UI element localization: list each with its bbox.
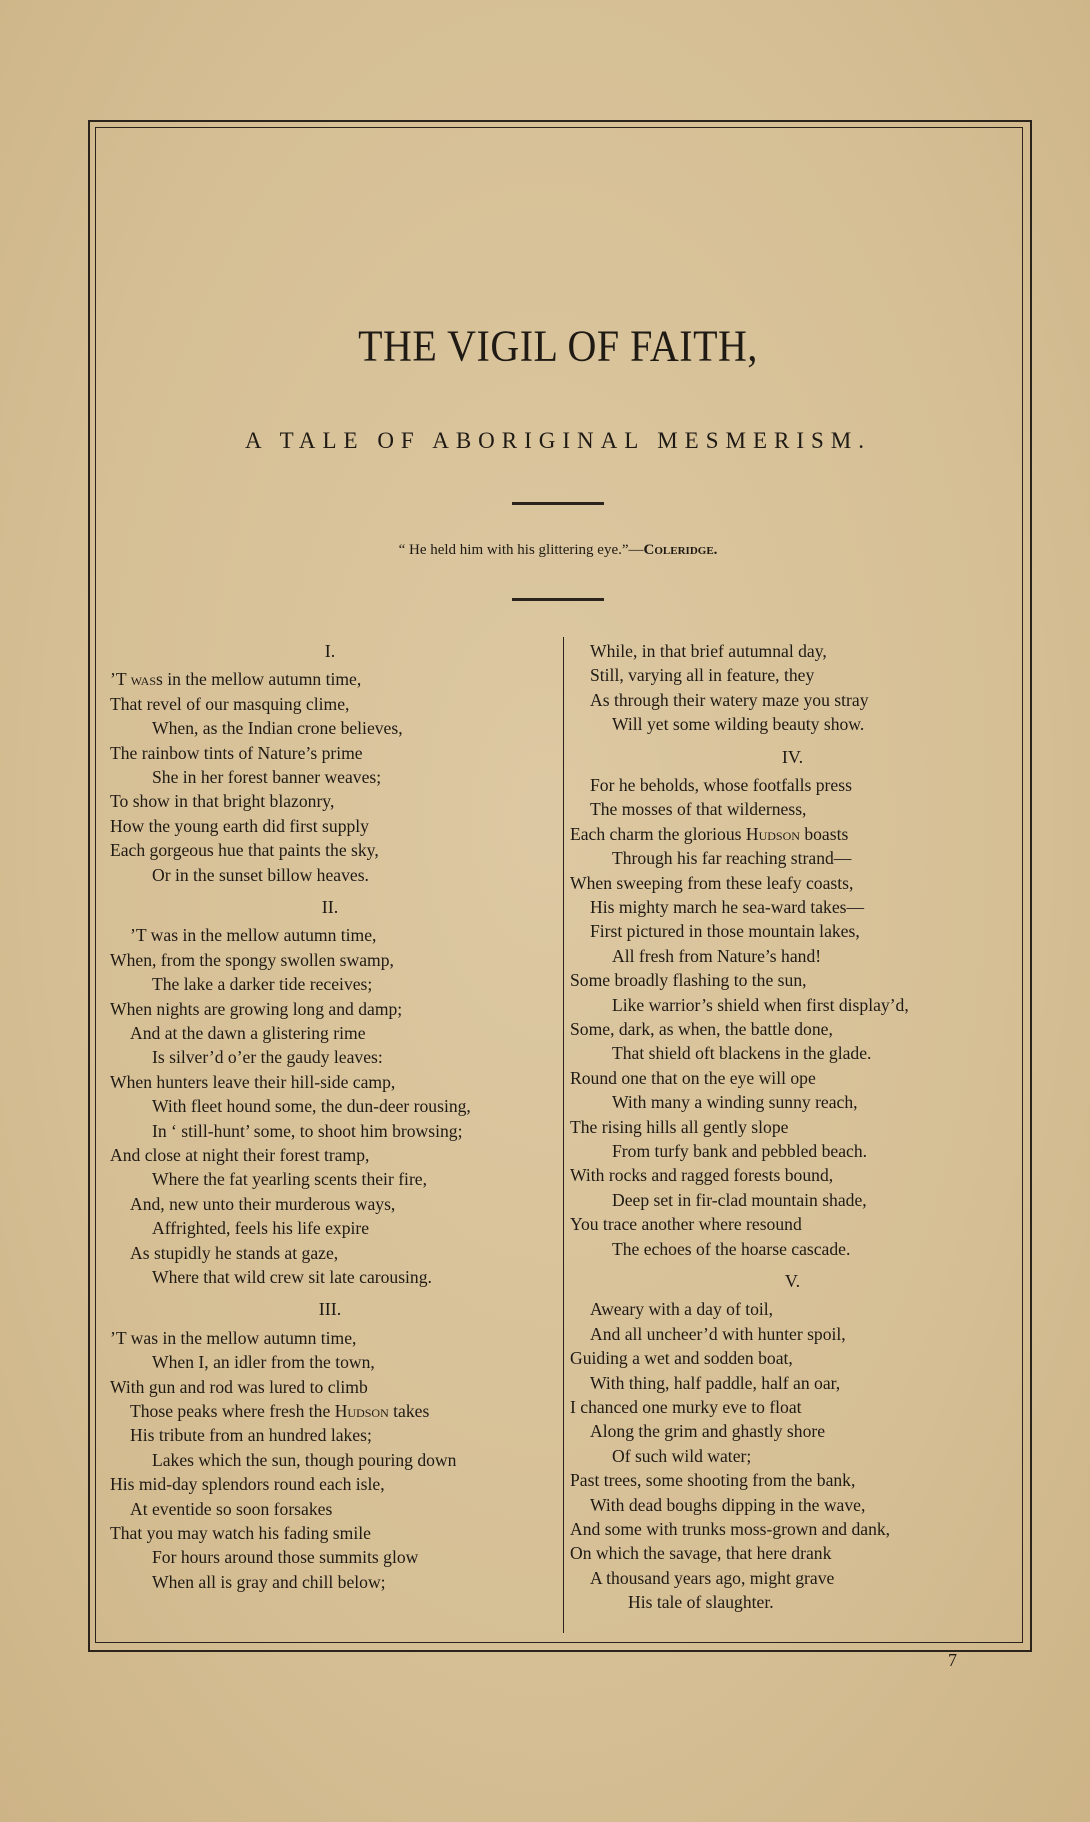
verse-line: Will yet some wilding beauty show. (612, 714, 865, 735)
epigraph (95, 542, 1021, 559)
verse-line: For hours around those summits glow (152, 1547, 419, 1568)
verse-line: While, in that brief autumnal day, (590, 641, 827, 661)
verse-line: His mighty march he sea-ward takes— (590, 897, 865, 917)
section-heading: III. (318, 1299, 342, 1320)
verse-line: Round one that on the eye will ope (570, 1067, 816, 1088)
verse-line: His tribute from an hundred lakes; (130, 1425, 372, 1446)
verse-line: And close at night their forest tramp, (110, 1145, 370, 1165)
verse-line: She in her forest banner weaves; (152, 767, 382, 787)
verse-line: When sweeping from these leafy coasts, (570, 872, 854, 893)
verse-line: You trace another where resound (570, 1214, 802, 1235)
verse-line: Along the grim and ghastly shore (590, 1421, 826, 1442)
verse-line: ’T was in the mellow autumn time, (110, 1327, 357, 1348)
verse-line: Those peaks where fresh the Hudson takes (130, 1401, 430, 1421)
verse-line: With thing, half paddle, half an oar, (590, 1372, 841, 1393)
verse-line: At eventide so soon forsakes (130, 1498, 333, 1519)
verse-line: Or in the sunset billow heaves. (152, 864, 369, 885)
verse-line: And all uncheer’d with hunter spoil, (590, 1323, 846, 1344)
verse-line: With gun and rod was lured to climb (110, 1376, 368, 1397)
verse-line: The lake a darker tide receives; (152, 974, 373, 995)
verse-line: With rocks and ragged forests bound, (570, 1165, 834, 1186)
verse-line: To show in that bright blazonry, (110, 791, 335, 812)
verse-line: Some, dark, as when, the battle done, (570, 1019, 833, 1039)
verse-line: And some with trunks moss-grown and dank, (570, 1519, 891, 1539)
verse-line: Is silver’d o’er the gaudy leaves: (152, 1047, 383, 1068)
verse-line: From turfy bank and pebbled beach. (612, 1141, 868, 1161)
page-number: 7 (948, 1650, 957, 1670)
verse-line: The rising hills all gently slope (570, 1116, 789, 1137)
title-rule-bottom (512, 598, 604, 601)
verse-line: I chanced one murky eve to float (570, 1397, 802, 1417)
verse-line: With many a winding sunny reach, (612, 1092, 858, 1113)
section-heading: II. (321, 897, 339, 917)
verse-line: Affrighted, feels his life expire (152, 1218, 370, 1239)
verse-line: When nights are growing long and damp; (110, 998, 403, 1019)
verse-line: When all is gray and chill below; (152, 1571, 386, 1592)
verse-line: Some broadly flashing to the sun, (570, 970, 807, 991)
verse-line: How the young earth did first supply (110, 815, 369, 836)
verse-line: As stupidly he stands at gaze, (130, 1242, 339, 1263)
verse-line: With dead boughs dipping in the wave, (590, 1494, 866, 1515)
verse-line: The rainbow tints of Nature’s prime (110, 742, 363, 763)
verse-line: ’T wass in the mellow autumn time, (110, 669, 362, 690)
verse-line: Each gorgeous hue that paints the sky, (110, 840, 379, 861)
verse-line: Like warrior’s shield when first display’d, (612, 994, 909, 1015)
verse-line: On which the savage, that here drank (570, 1543, 832, 1564)
verse-line: For he beholds, whose footfalls press (590, 775, 852, 795)
verse-line: Lakes which the sun, though pouring down (152, 1449, 457, 1470)
verse-line: Guiding a wet and sodden boat, (570, 1348, 793, 1369)
verse-line: That shield oft blackens in the glade. (612, 1043, 872, 1064)
verse-line: When I, an idler from the town, (152, 1352, 375, 1373)
epigraph-author: Coleridge. (643, 542, 718, 558)
verse-line: Past trees, some shooting from the bank, (570, 1470, 856, 1491)
verse-line: Where the fat yearling scents their fire, (152, 1169, 428, 1190)
section-heading: IV. (781, 746, 804, 767)
verse-line: First pictured in those mountain lakes, (590, 921, 860, 942)
verse-line: Deep set in fir-clad mountain shade, (612, 1189, 867, 1210)
epigraph-quote: “ He held him with his glittering eye.”— (398, 542, 644, 558)
verse-line: A thousand years ago, might grave (590, 1567, 835, 1588)
page-subtitle: A TALE OF ABORIGINAL MESMERISM. (244, 428, 871, 453)
verse-line: When hunters leave their hill-side camp, (110, 1071, 396, 1092)
verse-line: Where that wild crew sit late carousing. (152, 1267, 432, 1287)
verse-line: When, as the Indian crone believes, (152, 718, 403, 739)
verse-line: As through their watery maze you stray (590, 689, 869, 710)
verse-line: Still, varying all in feature, they (590, 665, 815, 686)
verse-line: His tale of slaughter. (628, 1592, 774, 1613)
section-heading: V. (784, 1271, 801, 1291)
verse-line: His mid-day splendors round each isle, (110, 1474, 385, 1495)
verse-line: With fleet hound some, the dun-deer rousing, (152, 1096, 471, 1117)
verse-line: The mosses of that wilderness, (590, 799, 807, 820)
verse-line: All fresh from Nature’s hand! (612, 945, 822, 966)
verse-line: ’T was in the mellow autumn time, (130, 925, 377, 946)
column-divider (563, 637, 564, 1633)
title-rule-top (512, 502, 604, 505)
section-heading: I. (324, 641, 336, 661)
verse-line: That you may watch his fading smile (110, 1523, 371, 1543)
verse-line: Of such wild water; (612, 1445, 752, 1466)
page-title: THE VIGIL OF FAITH, (358, 320, 758, 371)
verse-line: In ‘ still-hunt’ some, to shoot him browsing; (152, 1120, 463, 1141)
verse-line: Each charm the glorious Hudson boasts (570, 823, 849, 844)
verse-line: When, from the spongy swollen swamp, (110, 949, 394, 970)
verse-line: That revel of our masquing clime, (110, 693, 350, 714)
verse-line: Aweary with a day of toil, (590, 1299, 774, 1320)
verse-line: The echoes of the hoarse cascade. (612, 1238, 851, 1259)
verse-line: And at the dawn a glistering rime (130, 1023, 366, 1043)
verse-line: Through his far reaching strand— (612, 848, 852, 869)
verse-line: And, new unto their murderous ways, (130, 1193, 396, 1214)
